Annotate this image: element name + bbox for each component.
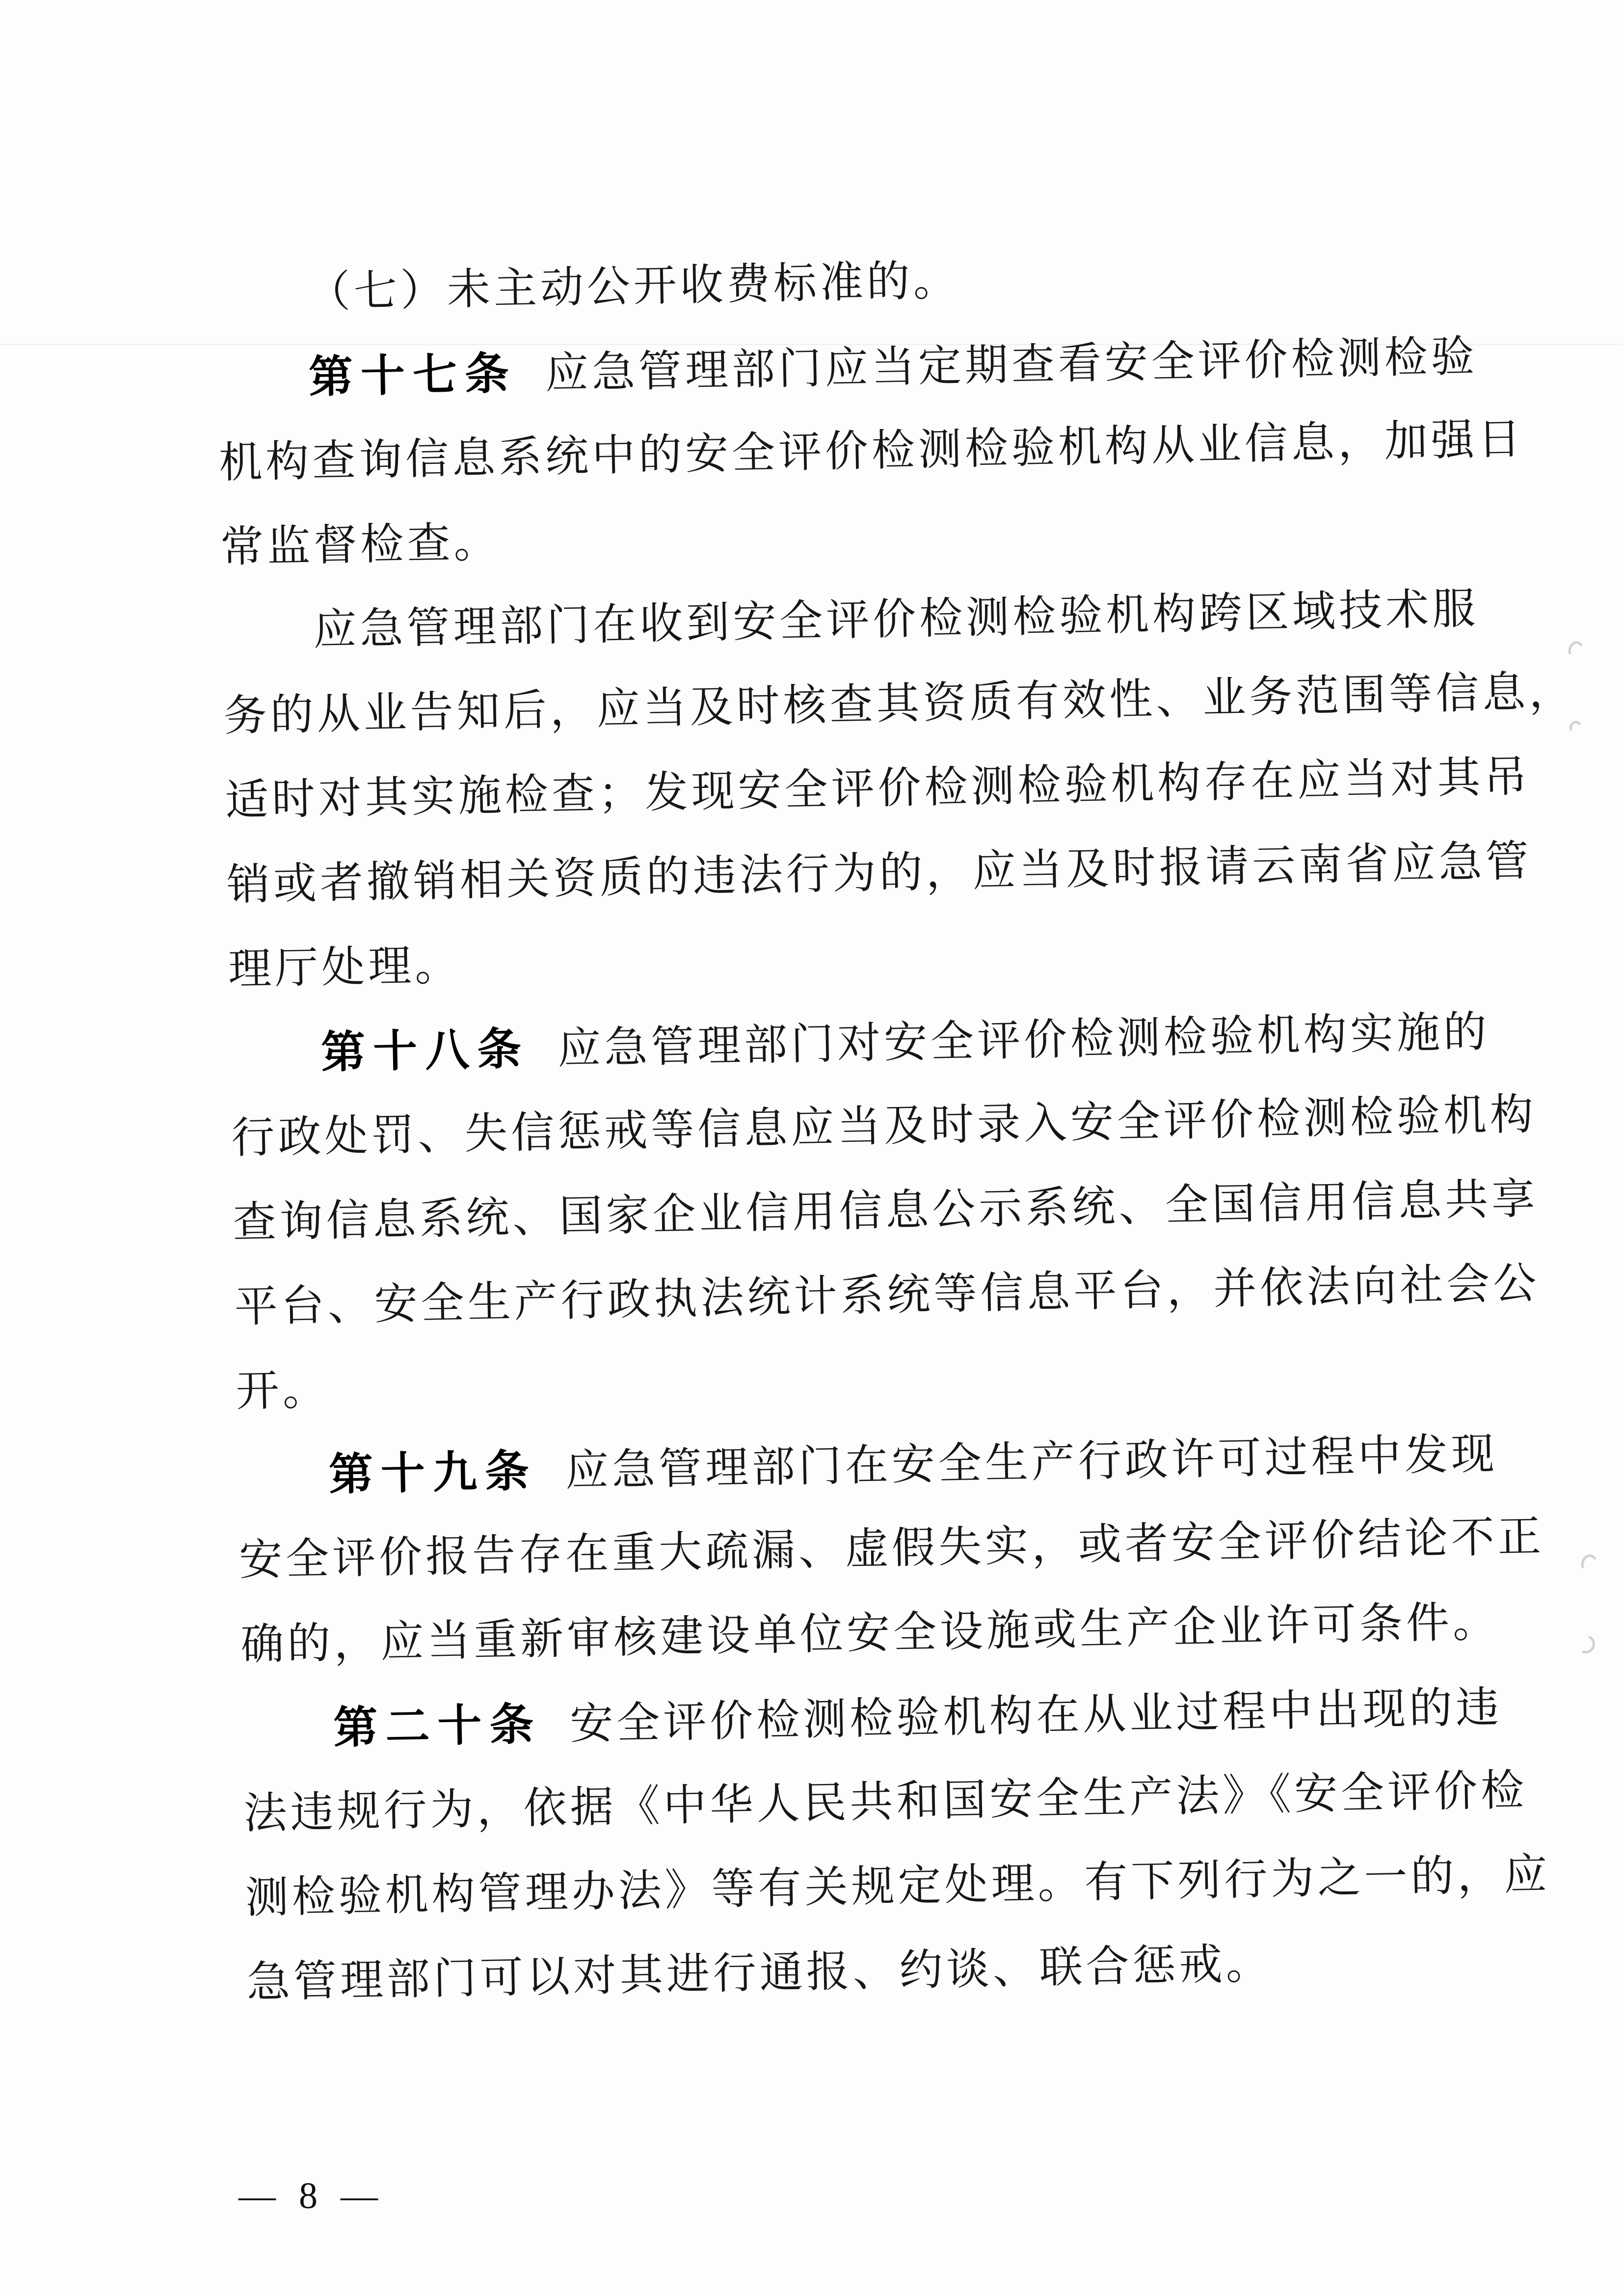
line-text: 平台、安全生产行政执法统计系统等信息平台，并依法向社会公 <box>234 1260 1541 1332</box>
line-text: 务的从业告知后，应当及时核查其资质有效性、业务范围等信息， <box>223 668 1576 741</box>
line-text: 理厅处理。 <box>228 942 462 994</box>
line-text: 销或者撤销相关资质的违法行为的，应当及时报请云南省应急管 <box>226 837 1533 910</box>
line-text: 行政处罚、失信惩戒等信息应当及时录入安全评价检测检验机构 <box>231 1091 1537 1163</box>
line-text: 急管理部门可以对其进行通报、约谈、联合惩戒。 <box>246 1940 1273 2007</box>
line-text: 应急管理部门对安全评价检测检验机构实施的 <box>557 1008 1490 1074</box>
scan-smudge <box>1566 639 1586 661</box>
line-text: 安全评价报告存在重大疏漏、虚假失实，或者安全评价结论不正 <box>239 1513 1545 1585</box>
scan-smudge <box>1574 1632 1598 1656</box>
article-number: 第二十条 <box>333 1700 542 1753</box>
line-text: 应急管理部门在安全生产行政许可过程中发现 <box>565 1431 1498 1495</box>
article-number: 第十八条 <box>320 1025 530 1078</box>
line-text: 开。 <box>236 1366 330 1416</box>
page-number: — 8 — <box>239 2175 385 2216</box>
article-number: 第十七条 <box>308 349 517 403</box>
line-text: 查询信息系统、国家企业信用信息公示系统、全国信用信息共享 <box>232 1175 1539 1247</box>
line-text: 安全评价检测检验机构在从业过程中出现的违 <box>569 1684 1503 1749</box>
line-text: 适时对其实施检查；发现安全评价检测检验机构存在应当对其吊 <box>224 753 1531 825</box>
line-text: 机构查询信息系统中的安全评价检测检验机构从业信息，加强日 <box>218 415 1525 487</box>
scan-smudge <box>1579 1552 1599 1575</box>
line-text: 应急管理部门应当定期查看安全评价检测检验 <box>545 333 1478 398</box>
line-text: （七）未主动公开收费标准的。 <box>307 257 960 317</box>
line-text: 测检验机构管理办法》等有关规定处理。有下列行为之一的，应 <box>244 1851 1551 1922</box>
line-text: 应急管理部门在收到安全评价检测检验机构跨区域技术服 <box>313 585 1480 655</box>
scan-smudge <box>1568 719 1583 736</box>
line-text: 法违规行为，依据《中华人民共和国安全生产法》《安全评价检 <box>243 1767 1528 1838</box>
line-text: 常监督检查。 <box>220 519 501 572</box>
line-text: 确的，应当重新审核建设单位安全设施或生产企业许可条件。 <box>240 1598 1500 1670</box>
document-body <box>215 229 1576 2026</box>
article-number: 第十九条 <box>328 1446 537 1500</box>
